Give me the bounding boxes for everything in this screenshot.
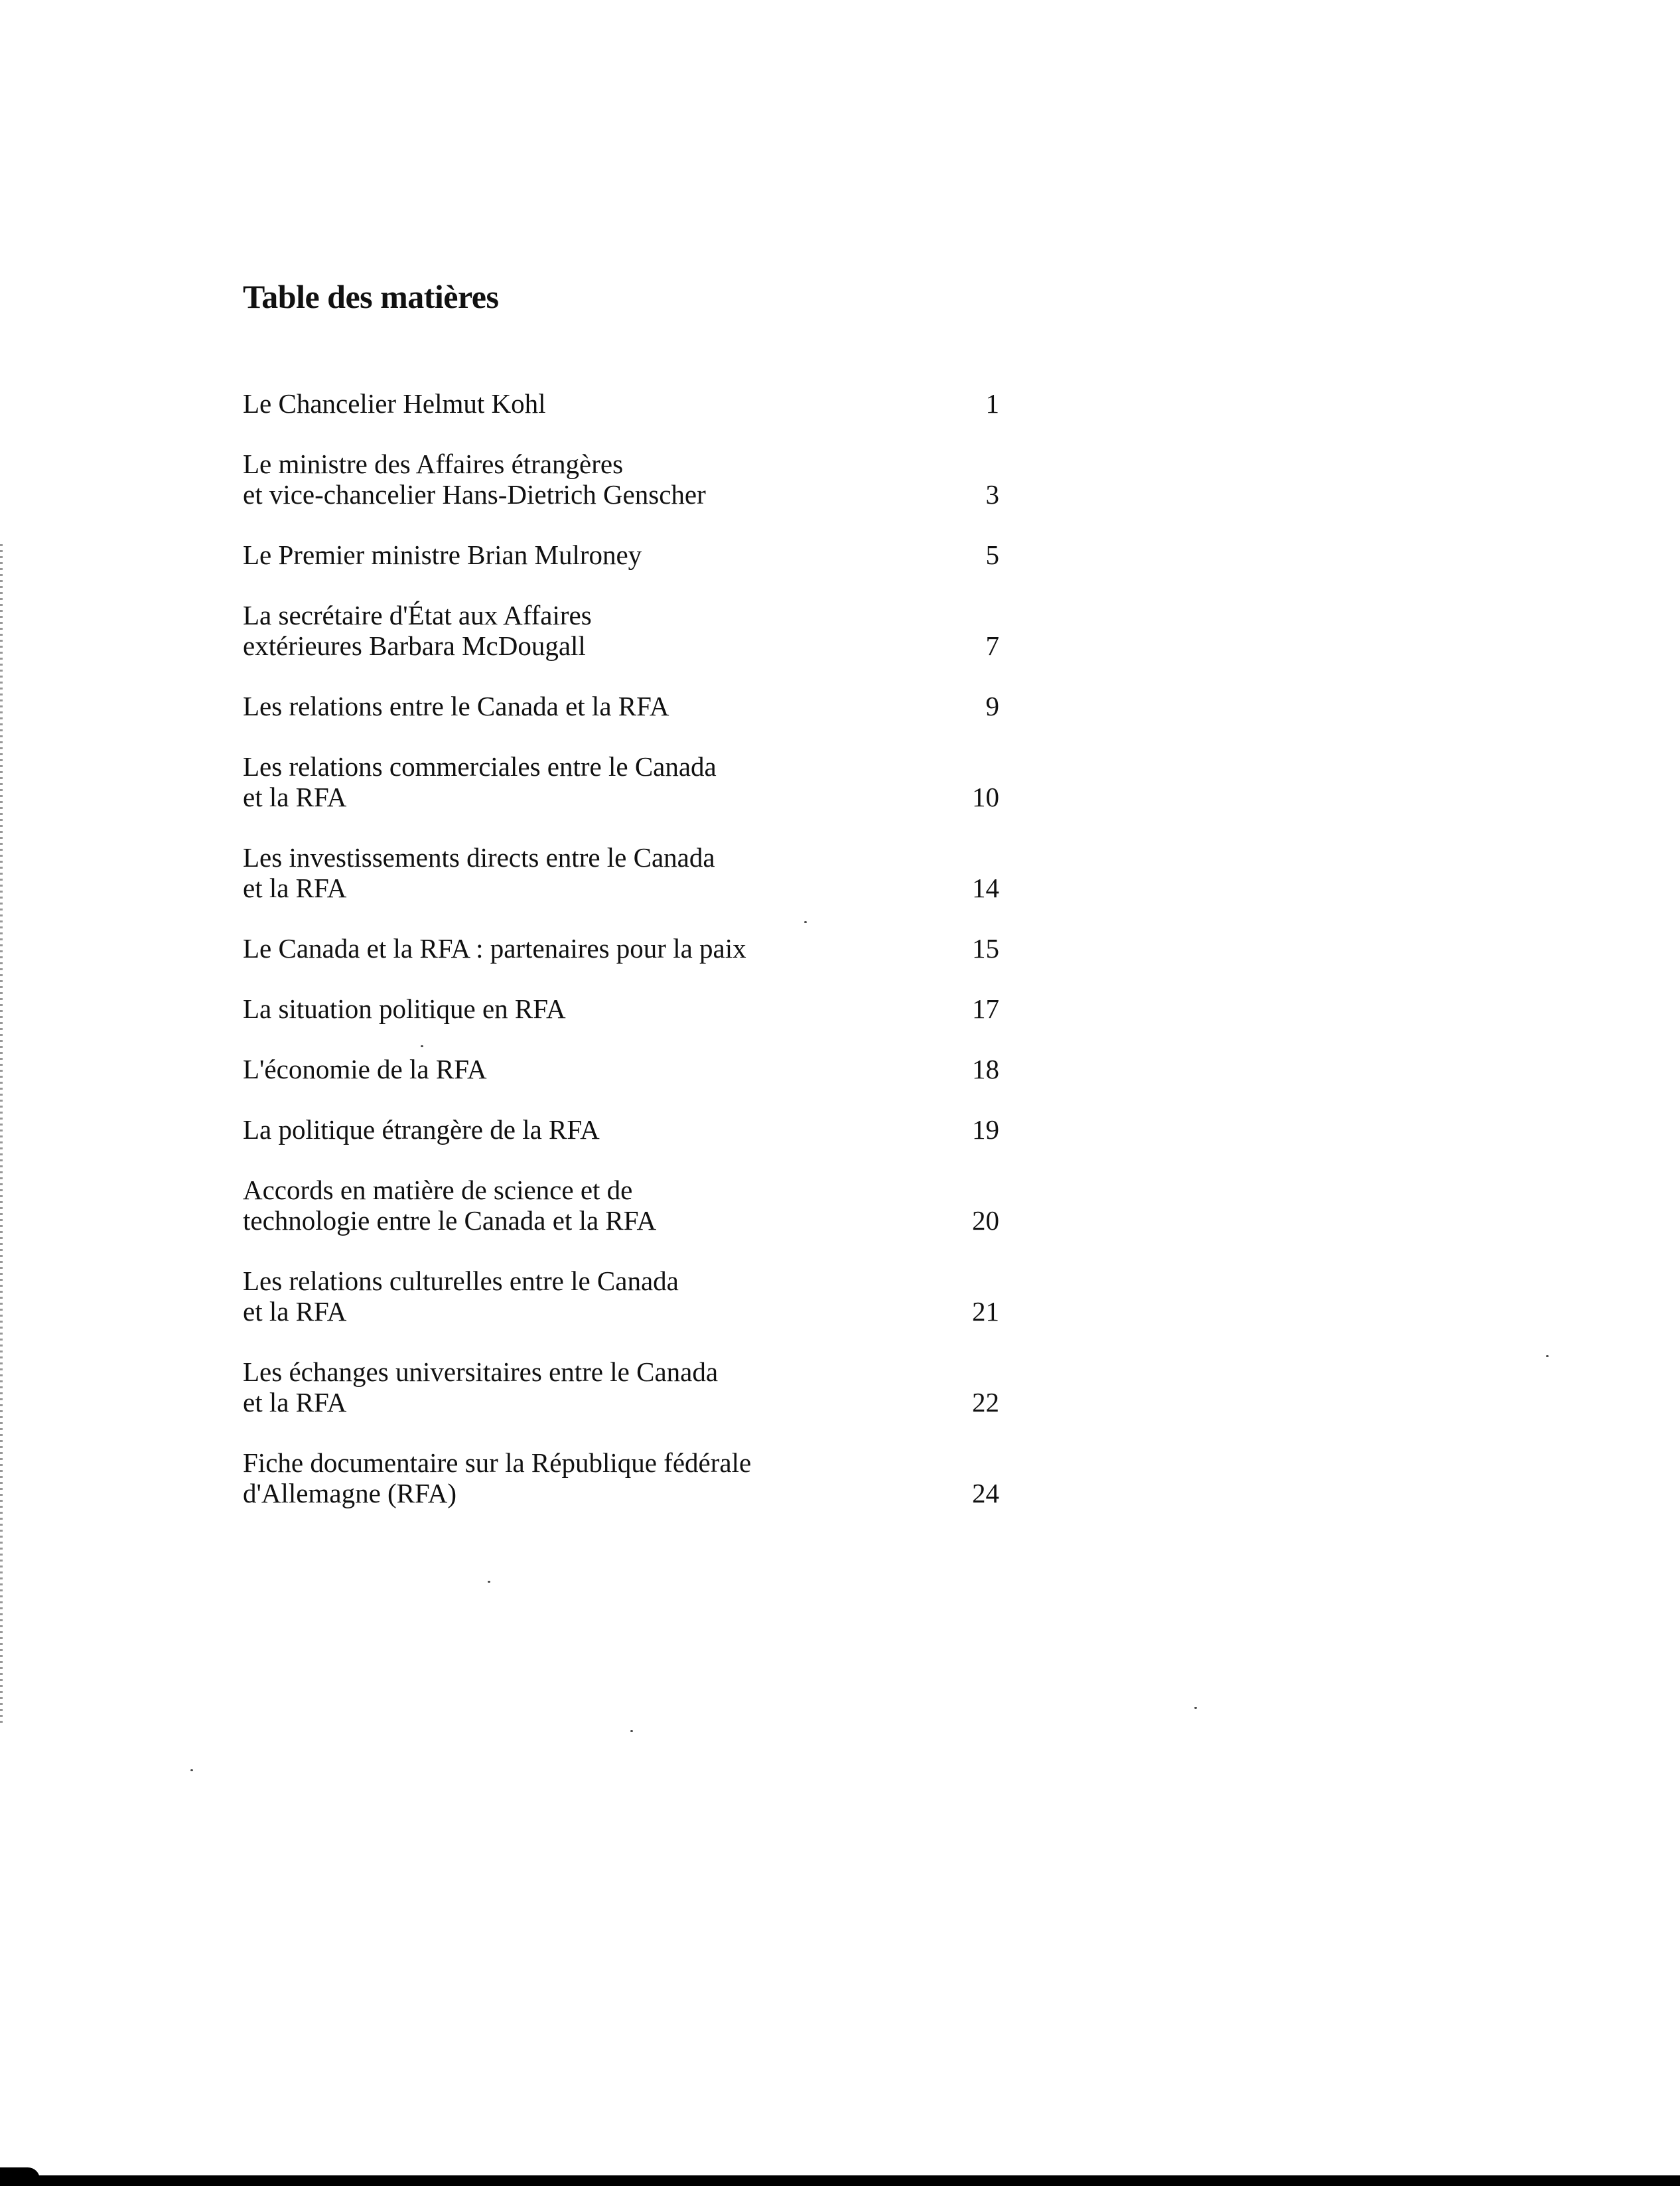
scan-edge-left <box>0 544 3 1725</box>
toc-page-number: 20 <box>972 1205 999 1236</box>
toc-entry <box>243 1356 999 1418</box>
toc-entry-title-line: La situation politique en RFA <box>243 993 566 1024</box>
toc-entry-title <box>243 1266 840 1327</box>
toc-page-number: 5 <box>985 540 999 570</box>
toc-page-number: 7 <box>985 630 999 661</box>
toc-entry-title-line: La secrétaire d'État aux Affaires <box>243 600 592 630</box>
toc-entry-title <box>243 1175 840 1236</box>
toc-entry-title-line: extérieures Barbara McDougall <box>243 630 586 661</box>
toc-entry-title-line: Le Premier ministre Brian Mulroney <box>243 540 642 570</box>
scan-speck <box>1546 1355 1549 1357</box>
toc-page-number: 21 <box>972 1296 999 1327</box>
toc-entry-title-line: Le Canada et la RFA : partenaires pour la paix <box>243 933 746 964</box>
toc-entry-title-line: et la RFA <box>243 1387 347 1418</box>
toc-entry <box>243 1054 999 1084</box>
toc-entry <box>243 993 999 1024</box>
toc-entry-title-line: Fiche documentaire sur la République fédérale <box>243 1447 752 1478</box>
toc-entry-title-line: Les investissements directs entre le Canada <box>243 842 715 873</box>
toc-page-number: 10 <box>972 782 999 812</box>
toc-page-number: 14 <box>972 873 999 903</box>
toc-entry-title-line: La politique étrangère de la RFA <box>243 1114 600 1145</box>
toc-entry <box>243 1175 999 1236</box>
toc-entry-title <box>243 1447 840 1508</box>
toc-entry-title <box>243 1054 840 1084</box>
toc-page-number: 19 <box>972 1114 999 1145</box>
toc-entry-title-line: Les relations commerciales entre le Canada <box>243 751 717 782</box>
toc-entry-title-line: L'économie de la RFA <box>243 1054 487 1084</box>
toc-entry <box>243 449 999 510</box>
toc-entry-title <box>243 842 840 903</box>
toc-entry <box>243 1114 999 1145</box>
toc-entry-title-line: et la RFA <box>243 782 347 812</box>
toc-entry <box>243 600 999 661</box>
toc-entry-title-line: et vice-chancelier Hans-Dietrich Genscher <box>243 479 706 510</box>
scan-bottom-edge <box>0 2175 1680 2186</box>
toc-entry <box>243 751 999 812</box>
toc-page-number: 9 <box>985 691 999 721</box>
toc-entry <box>243 691 999 721</box>
scan-speck <box>421 1045 423 1047</box>
toc-page-number: 15 <box>972 933 999 964</box>
toc-entry-title-line: Les relations culturelles entre le Canada <box>243 1266 679 1296</box>
toc-entry-title <box>243 540 840 570</box>
toc-page-number: 22 <box>972 1387 999 1418</box>
toc-entry-title <box>243 691 840 721</box>
toc-entry-title-line: Les relations entre le Canada et la RFA <box>243 691 669 721</box>
toc-entry-title-line: technologie entre le Canada et la RFA <box>243 1205 657 1236</box>
toc-entry-title-line: Accords en matière de science et de <box>243 1175 633 1205</box>
page-title: Table des matières <box>243 278 499 315</box>
toc-entry-title <box>243 449 840 510</box>
toc-page-number: 3 <box>985 479 999 510</box>
toc-entry <box>243 388 999 419</box>
toc-entry-title-line: d'Allemagne (RFA) <box>243 1478 457 1508</box>
toc-entry-title <box>243 1356 840 1418</box>
scan-speck <box>630 1730 633 1732</box>
toc-entry-title <box>243 1114 840 1145</box>
toc-entry-title-line: Le ministre des Affaires étrangères <box>243 449 624 479</box>
toc-entry-title-line: Les échanges universitaires entre le Canada <box>243 1356 719 1387</box>
toc-entry-title-line: et la RFA <box>243 1296 347 1327</box>
toc-entry <box>243 1266 999 1327</box>
toc-page-number: 1 <box>985 388 999 419</box>
toc-entry-title-line: et la RFA <box>243 873 347 903</box>
toc-page-number: 18 <box>972 1054 999 1084</box>
toc-entry-title <box>243 388 840 419</box>
toc-entry <box>243 842 999 903</box>
scan-speck <box>190 1769 193 1771</box>
scan-speck <box>488 1581 490 1583</box>
toc-entry-title-line: Le Chancelier Helmut Kohl <box>243 388 546 419</box>
toc-entry <box>243 1447 999 1508</box>
toc-entry-title <box>243 933 840 964</box>
toc-page-number: 17 <box>972 993 999 1024</box>
scan-speck <box>804 921 807 923</box>
toc-page-number: 24 <box>972 1478 999 1508</box>
toc-entry <box>243 933 999 964</box>
scan-speck <box>1194 1707 1197 1709</box>
toc-entry-title <box>243 600 840 661</box>
toc-entry-title <box>243 751 840 812</box>
toc-entry-title <box>243 993 840 1024</box>
toc-entry <box>243 540 999 570</box>
